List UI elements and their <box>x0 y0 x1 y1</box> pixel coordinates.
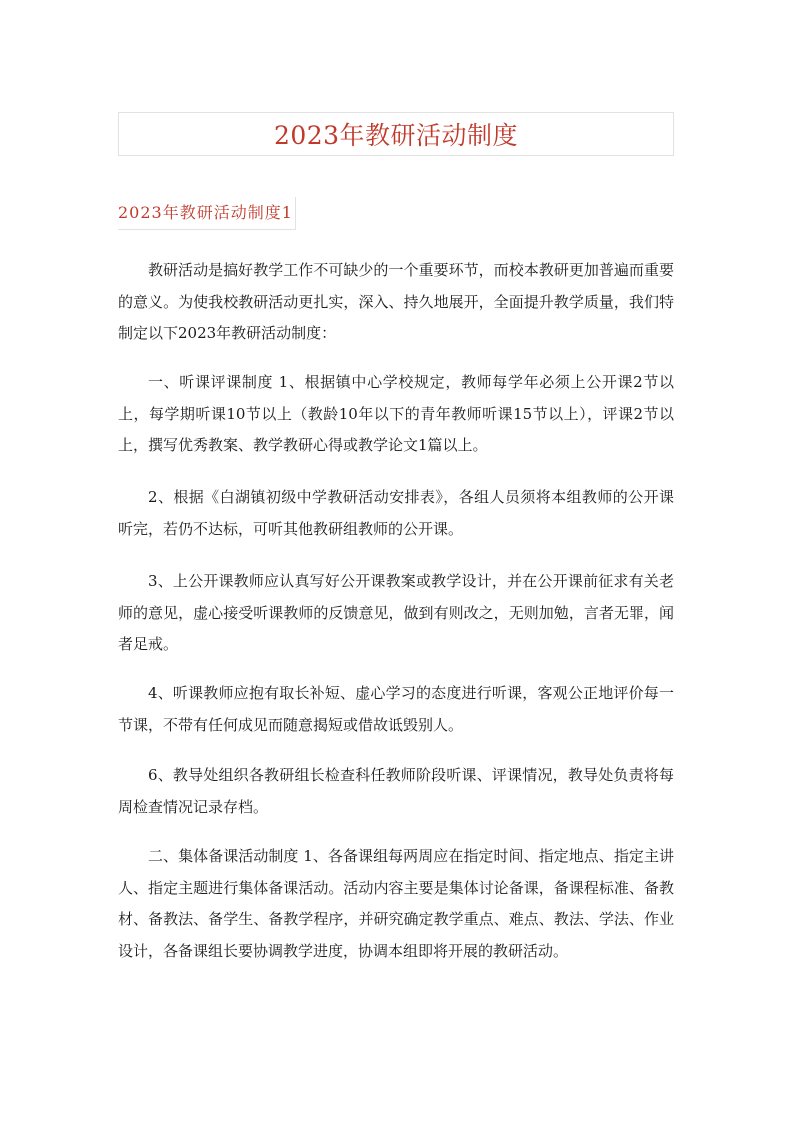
paragraph-collective-prep: 二、集体备课活动制度 1、各备课组每两周应在指定时间、指定地点、指定主讲人、指定主题进行集体备课活动。活动内容主要是集体讨论备课，备课程标准、备教材、备教法、备学生、备教学程序，并研究确定教学重点、难点、教法、学法、作业设计，各备课组长要协调教学进度，协调本组即将开展的教研活动。 <box>118 847 674 960</box>
paragraph-intro: 教研活动是搞好教学工作不可缺少的一个重要环节，而校本教研更加普遍而重要的意义。为使我校教研活动更扎实，深入、持久地展开，全面提升教学质量，我们特制定以下2023年教研活动制度： <box>118 261 674 342</box>
section-heading: 2023年教研活动制度1 <box>118 197 296 230</box>
paragraph-lesson-plan: 3、上公开课教师应认真写好公开课教案或教学设计，并在公开课前征求有关老师的意见，虚心接受听课教师的反馈意见，做到有则改之，无则加勉，言者无罪，闻者足戒。 <box>118 572 674 653</box>
paragraph-schedule: 2、根据《白湖镇初级中学教研活动安排表》，各组人员须将本组教师的公开课听完，若仍不达标，可听其他教研组教师的公开课。 <box>118 488 674 538</box>
paragraph-lecture-evaluation: 一、听课评课制度 1、根据镇中心学校规定，教师每学年必须上公开课2节以上，每学期听课10节以上（教龄10年以下的青年教师听课15节以上），评课2节以上，撰写优秀教案、教学教研心得或教学论文1篇以上。 <box>118 373 674 454</box>
document-title: 2023年教研活动制度 <box>118 112 674 156</box>
paragraph-inspection: 6、教导处组织各教研组长检查科任教师阶段听课、评课情况，教导处负责将每周检查情况记录存档。 <box>118 766 674 816</box>
paragraph-listening-attitude: 4、听课教师应抱有取长补短、虚心学习的态度进行听课，客观公正地评价每一节课，不带有任何成见而随意揭短或借故诋毁别人。 <box>118 684 674 734</box>
